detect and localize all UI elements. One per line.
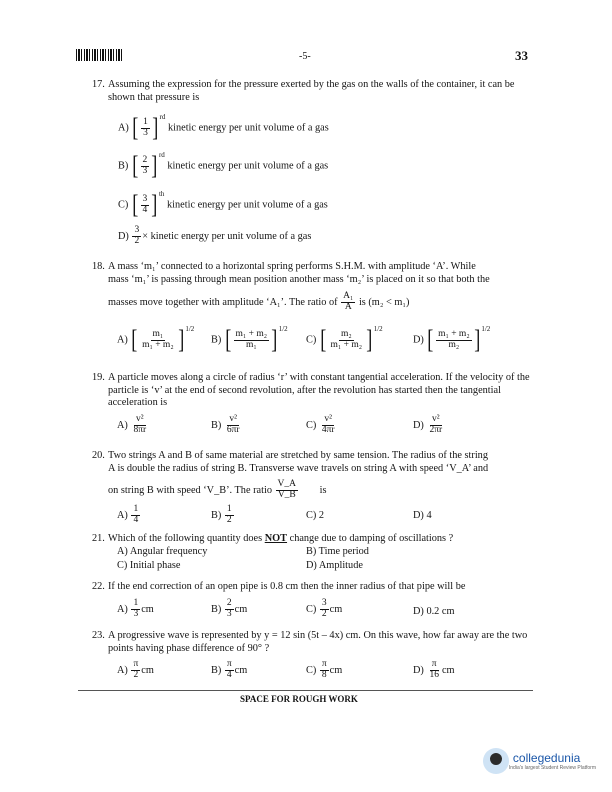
q20-line2: A is double the radius of string B. Transverse wave travels on string A with speed ‘V_A’ and	[108, 463, 489, 474]
q19-option-b[interactable]: B) $\frac{\text{v²}}{6\pi r}$	[211, 414, 240, 435]
q21-option-b[interactable]: B) Time period	[306, 546, 369, 557]
q21-option-a[interactable]: A) Angular frequency	[117, 546, 208, 557]
q18-number: 18.	[92, 261, 105, 272]
q21-number: 21.	[92, 533, 105, 544]
q18-option-b[interactable]: B) [ $\frac{\text{m₁ + m₂}}{\text{m₁}}$ ] $^{1/2}$	[211, 325, 288, 354]
q18-option-c[interactable]: C) [ $\frac{\text{m₂}}{\text{m₁ + m₂}}$ ] $^{1/2}$	[306, 325, 383, 354]
q17-text: Assuming the expression for the pressure exerted by the gas on the walls of the container, it can be shown that pressure is	[108, 79, 515, 103]
q18-option-a[interactable]: A) [ $\frac{\text{m₁}}{\text{m₁ + m₂}}$ ] $^{1/2}$	[117, 325, 195, 354]
q22-text: If the end correction of an open pipe is 0.8 cm then the inner radius of that pipe will be	[108, 581, 466, 592]
q19-text: A particle moves along a circle of radius ‘r’ with constant tangential acceleration. If the velocity of the particle is ‘v’ at the end of second revolution, after the revolution has started then the tangential acceleration is	[108, 372, 530, 409]
q18-line1: A mass ‘m₁’ connected to a horizontal spring performs S.H.M. with amplitude ‘A’. While	[108, 261, 476, 272]
collegedunia-logo	[483, 748, 596, 774]
q22-option-d[interactable]: D) 0.2 cm	[413, 606, 455, 617]
q21-text: Which of the following quantity does NOT change due to damping of oscillations ?	[108, 533, 454, 544]
page-label: -5-	[299, 51, 311, 62]
q23-option-b[interactable]: B) $\frac{\pi}{4}$ cm	[211, 659, 248, 680]
q18-line2: mass ‘m₁’ is passing through mean position another mass ‘m₂’ is placed on it so that both the	[108, 274, 490, 285]
q23-number: 23.	[92, 630, 105, 641]
q20-line1: Two strings A and B of same material are stretched by same tension. The radius of the string	[108, 450, 488, 461]
logo-tagline: India's largest Student Review Platform	[508, 765, 596, 771]
q18-option-d[interactable]: D) [ $\frac{\text{m₁ + m₂}}{\text{m₂}}$ ] $^{1/2}$	[413, 325, 491, 354]
q20-option-b[interactable]: B) $\frac{1}{2}$	[211, 504, 232, 525]
q17-option-d[interactable]: D) $\frac{3}{2}$ × kinetic energy per unit volume of a gas	[118, 225, 312, 246]
q23-option-c[interactable]: C) $\frac{\pi}{8}$ cm	[306, 659, 343, 680]
q19-option-d[interactable]: D) $\frac{\text{v²}}{2\pi r}$	[413, 414, 443, 435]
q17-option-a[interactable]: A) [ $\frac{1}{3}$ ] $^{rd}$ kinetic energy per unit volume of a gas	[118, 113, 329, 142]
q22-option-c[interactable]: C) $\frac{3}{2}$ cm	[306, 598, 343, 619]
logo-name: collegedunia	[512, 751, 581, 765]
q20-number: 20.	[92, 450, 105, 461]
q23-option-a[interactable]: A) $\frac{\pi}{2}$ cm	[117, 659, 154, 680]
logo-mascot-icon	[483, 748, 509, 774]
q20-line3: on string B with speed ‘V_B’. The ratio $\frac{V\_A}{V\_B}$ is	[108, 479, 327, 500]
footer-divider	[78, 690, 533, 691]
q22-option-b[interactable]: B) $\frac{2}{3}$ cm	[211, 598, 248, 619]
q17-option-b[interactable]: B) [ $\frac{2}{3}$ ] $^{rd}$ kinetic energy per unit volume of a gas	[118, 151, 329, 180]
q17-option-c[interactable]: C) [ $\frac{3}{4}$ ] $^{th}$ kinetic energy per unit volume of a gas	[118, 190, 328, 219]
q21-option-d[interactable]: D) Amplitude	[306, 560, 363, 571]
q22-number: 22.	[92, 581, 105, 592]
q19-number: 19.	[92, 372, 105, 383]
q20-option-d[interactable]: D) 4	[413, 510, 432, 521]
q18-line3: masses move together with amplitude ‘A₁’. The ratio of $\frac{\text{A₁}}{A}$ is (m₂ < m₁)	[108, 291, 410, 312]
barcode	[76, 49, 122, 61]
q21-option-c[interactable]: C) Initial phase	[117, 560, 181, 571]
q17-number: 17.	[92, 79, 105, 90]
rough-work-label: SPACE FOR ROUGH WORK	[240, 694, 358, 704]
q23-text: A progressive wave is represented by y = 12 sin (5t – 4x) cm. On this wave, how far away are the two points having phase difference of 90° ?	[108, 630, 528, 654]
q19-option-c[interactable]: C) $\frac{\text{v²}}{4\pi r}$	[306, 414, 335, 435]
q20-option-a[interactable]: A) $\frac{1}{4}$	[117, 504, 139, 525]
q19-option-a[interactable]: A) $\frac{\text{v²}}{8\pi r}$	[117, 414, 147, 435]
page-number: 33	[515, 48, 528, 63]
q20-option-c[interactable]: C) 2	[306, 510, 325, 521]
q23-option-d[interactable]: D) $\frac{\pi}{16}$ cm	[413, 659, 455, 680]
q22-option-a[interactable]: A) $\frac{1}{3}$ cm	[117, 598, 154, 619]
